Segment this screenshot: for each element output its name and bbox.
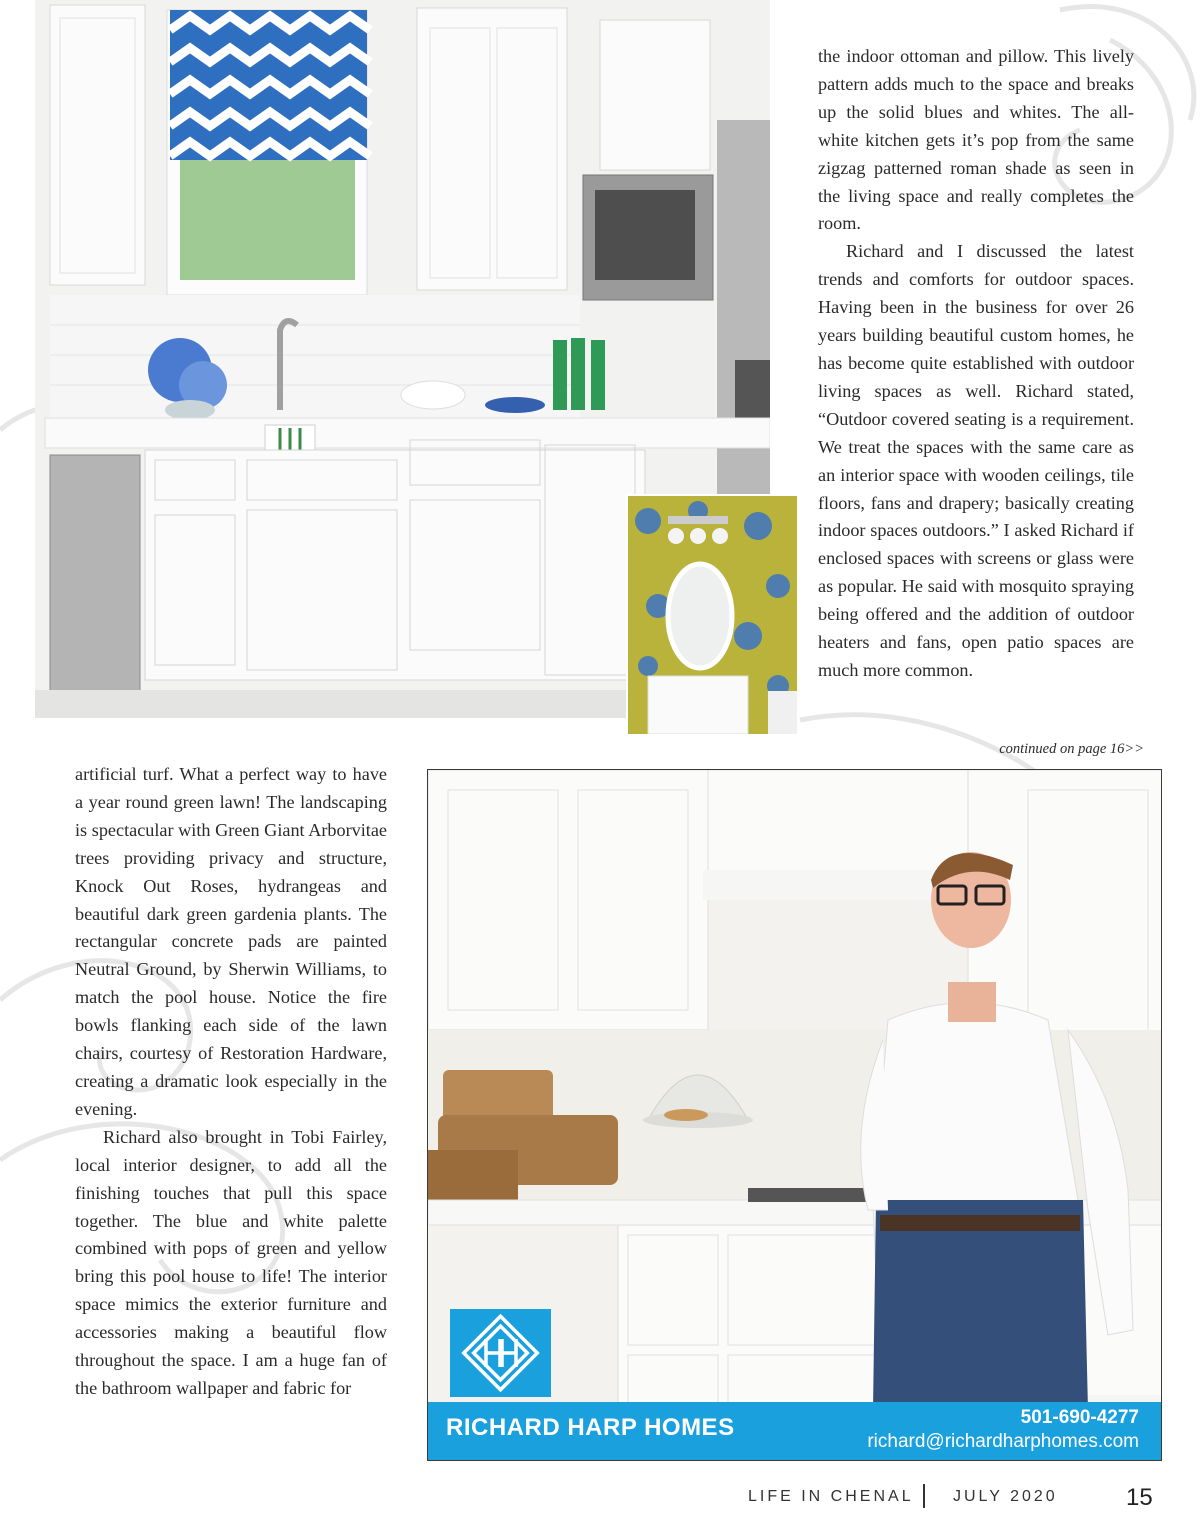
- footer-divider: [923, 1484, 925, 1508]
- article-paragraph: Richard and I discussed the latest trends and comforts for outdoor spaces. Having been in the business for over 26 years building beautiful custom homes, he has become quite established with outdoor living spaces as well. Richard stated, “Outdoor covered seating is a requirement. We treat the spaces with the same care as an interior space with wooden ceilings, tile floors, fans and drapery; basically creating indoor spaces outdoors.” I asked Richard if enclosed spaces with screens or glass were as popular. He said with mosquito spraying being offered and the addition of outdoor heaters and fans, open patio spaces are much more common.: [818, 241, 1134, 680]
- article-paragraph: Richard also brought in Tobi Fairley, local interior designer, to add all the finishing touches that pull this space together. The blue and white palette combined with pops of green and yellow bring this pool house to life! The interior space mimics the exterior furniture and accessories making a beautiful flow throughout the space. I am a huge fan of the bathroom wallpaper and fabric for: [75, 1126, 387, 1398]
- page-footer: [748, 1484, 1168, 1514]
- footer-magazine-name: LIFE IN CHENAL: [748, 1488, 914, 1505]
- continued-note: continued on page 16>>: [999, 741, 1144, 757]
- article-paragraph: artificial turf. What a perfect way to have a year round green lawn! The landscaping is spectacular with Green Giant Arborvitae trees providing privacy and structure, Knock Out Roses, hydrangeas and beautiful dark green gardenia plants. The rectangular concrete pads are painted Neutral Ground, by Sherwin Williams, to match the pool house. Notice the fire bowls flanking each side of the lawn chairs, courtesy of Restoration Hardware, creating a dramatic look especially in the evening.: [75, 764, 387, 1119]
- ad-brand-name: RICHARD HARP HOMES: [446, 1414, 735, 1441]
- page-number: 15: [1126, 1484, 1153, 1511]
- ad-contact-bar: [428, 1402, 1161, 1460]
- ad-email-address[interactable]: richard@richardharphomes.com: [867, 1431, 1139, 1452]
- ad-phone-number[interactable]: 501-690-4277: [1020, 1407, 1139, 1428]
- article-right-column: [818, 43, 1134, 685]
- footer-issue-date: JULY 2020: [953, 1488, 1058, 1505]
- richard-harp-homes-ad: [427, 769, 1162, 1461]
- article-paragraph: the indoor ottoman and pillow. This lively pattern adds much to the space and breaks up the solid blues and whites. The all- white kitchen gets it’s pop from the same zigzag patterned roman shade as seen in the living space and really completes the room.: [818, 46, 1134, 234]
- article-left-column: [75, 761, 387, 1403]
- bathroom-photo: [626, 494, 799, 736]
- richard-harp-homes-logo: [450, 1309, 551, 1397]
